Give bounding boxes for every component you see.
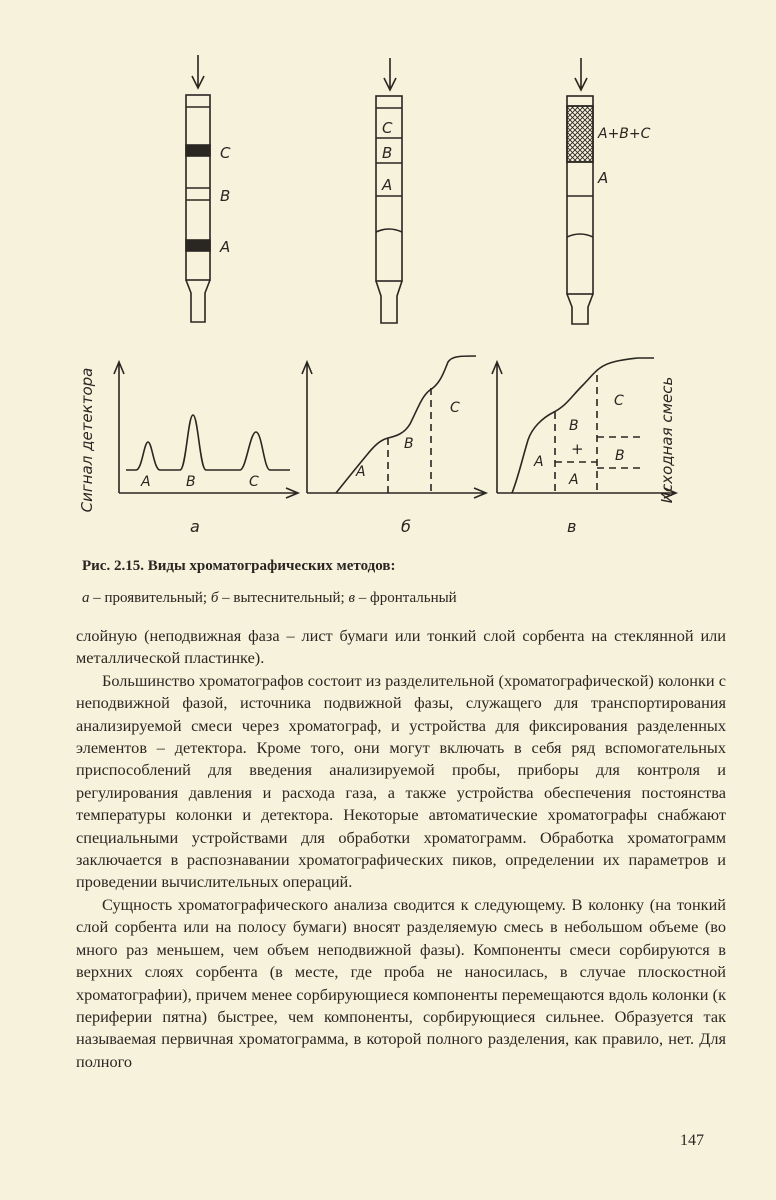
peak-label-c: C xyxy=(249,474,259,490)
right-axis-label-text: Исходная смесь xyxy=(658,376,676,504)
region-label-c: C xyxy=(614,393,624,409)
x-axis xyxy=(497,488,676,498)
region-label-b-right: B xyxy=(615,448,625,464)
column-a xyxy=(186,55,210,322)
peak-trace xyxy=(126,415,290,470)
zone-label-a: A xyxy=(382,176,393,194)
paragraph-continuation: слойную (неподвижная фаза – лист бумаги или тонкий слой сорбента на стеклянной или металлической пластинке). xyxy=(76,626,726,668)
zone-label-b: B xyxy=(382,144,393,162)
legend-text-b: – вытеснительный; xyxy=(218,590,349,606)
paragraph-analysis-essence: Сущность хроматографического анализа сводится к следующему. В колонку (на тонкий слой сорбента или на полосу бумаги) вносят разделяемую смесь в небольшом объеме (во много раз меньшем, чем объем неподвижной фазы). Компоненты смеси сорбируются в верхних слоях сорбента (в месте, где проба не наносилась, в случае плоскостной хроматографии), причем менее сорбирующиеся компоненты перемещаются вдоль колонки (к периферии пятна) быстрее, чем компоненты, сорбирующиеся сильнее. Образуется так называемая первичная хроматограмма, в которой полного разделения, как правило, нет. Для полного xyxy=(76,894,726,1071)
x-axis xyxy=(307,488,486,498)
band-a xyxy=(186,240,210,251)
legend-letter-b: б xyxy=(210,590,219,606)
region-label-a: A xyxy=(534,454,544,470)
subfigure-label-c: в xyxy=(567,517,577,536)
legend-text-c: – фронтальный xyxy=(354,590,457,606)
band-c xyxy=(186,145,210,156)
mixture-zone xyxy=(567,106,593,162)
figure-legend xyxy=(82,590,457,607)
y-axis-label xyxy=(78,368,96,513)
step-label-c: C xyxy=(450,400,460,416)
chart-b xyxy=(302,356,486,498)
chromatography-figure xyxy=(0,0,776,545)
input-arrow-icon xyxy=(575,58,587,90)
step-label-a: A xyxy=(356,464,366,480)
subfigure-label-b: б xyxy=(401,517,411,536)
chart-c xyxy=(492,358,676,498)
peak-label-a: A xyxy=(141,474,151,490)
input-arrow-icon xyxy=(192,55,204,88)
legend-text-a: – проявительный; xyxy=(89,590,211,606)
frontal-trace xyxy=(512,358,654,493)
region-label-b: B xyxy=(569,418,579,434)
paragraph-chromatograph-structure: Большинство хроматографов состоит из разделительной (хроматографической) колонки с неподвижной фазой, источника подвижной фазы, служащего для транспортирования анализируемой смеси через хроматограф, и устройства для фиксирования разделенных элементов – детектора. Кроме того, они могут включать в себя ряд вспомогательных приспособлений для введения анализируемой пробы, приборы для контроля и регулирования давления и расхода газа, а также устройства обеспечения постоянства температуры колонки и детектора. Некоторые автоматические хроматографы снабжают специальными устройствами для обработки хроматограмм. Обработка хроматограмм заключается в распознавании хроматографических пиков, определении их параметров и проведении вычислительных операций. xyxy=(76,670,726,892)
zone-label-c: C xyxy=(382,119,393,137)
input-arrow-icon xyxy=(384,58,396,90)
figure-caption: Рис. 2.15. Виды хроматографических методов: xyxy=(82,558,396,574)
peak-label-b: B xyxy=(186,474,196,490)
band-label-c: C xyxy=(220,144,231,162)
y-axis xyxy=(302,362,312,493)
legend-letter-c: в xyxy=(348,590,355,606)
zone-label-abc: A+B+C xyxy=(598,126,651,142)
legend-letter-a: а xyxy=(82,590,90,606)
zone-label-a: A xyxy=(598,169,609,187)
page-number: 147 xyxy=(680,1132,704,1149)
y-axis xyxy=(492,362,502,493)
column-c xyxy=(567,58,593,324)
step-label-b: B xyxy=(404,436,414,452)
region-label-a-lower: A xyxy=(569,472,579,488)
right-axis-label xyxy=(658,377,676,504)
y-axis xyxy=(114,362,124,493)
band-label-b: B xyxy=(220,187,231,205)
body-text xyxy=(76,625,726,1073)
band-label-a: A xyxy=(220,238,231,256)
y-axis-label-line1: Сигнал детектора xyxy=(78,367,96,513)
region-label-plus: + xyxy=(571,440,584,458)
subfigure-label-a: а xyxy=(190,517,200,536)
